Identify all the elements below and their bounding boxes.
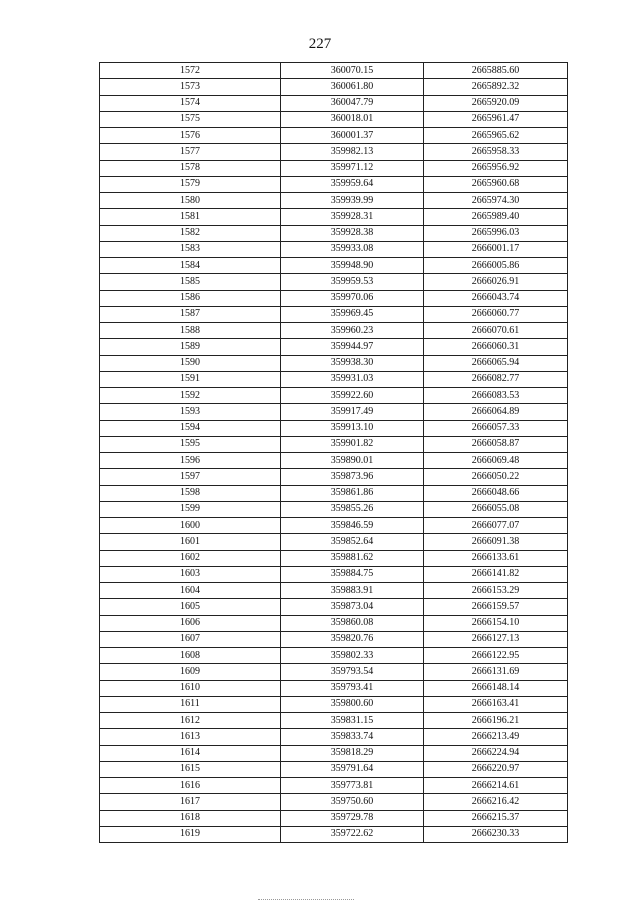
point-number-cell: 1596 bbox=[100, 453, 281, 469]
point-number-cell: 1588 bbox=[100, 323, 281, 339]
point-number-cell: 1613 bbox=[100, 729, 281, 745]
x-coordinate-cell: 359982.13 bbox=[281, 144, 424, 160]
point-number-cell: 1590 bbox=[100, 355, 281, 371]
x-coordinate-cell: 359959.64 bbox=[281, 176, 424, 192]
point-number-cell: 1578 bbox=[100, 160, 281, 176]
point-number-cell: 1610 bbox=[100, 680, 281, 696]
y-coordinate-cell: 2666216.42 bbox=[424, 794, 568, 810]
y-coordinate-cell: 2666060.77 bbox=[424, 306, 568, 322]
table-row bbox=[100, 436, 568, 452]
y-coordinate-cell: 2666224.94 bbox=[424, 745, 568, 761]
x-coordinate-cell: 359860.08 bbox=[281, 615, 424, 631]
table-row bbox=[100, 225, 568, 241]
y-coordinate-cell: 2666043.74 bbox=[424, 290, 568, 306]
x-coordinate-cell: 359917.49 bbox=[281, 404, 424, 420]
x-coordinate-cell: 359855.26 bbox=[281, 501, 424, 517]
table-row bbox=[100, 729, 568, 745]
x-coordinate-cell: 359802.33 bbox=[281, 648, 424, 664]
point-number-cell: 1575 bbox=[100, 111, 281, 127]
y-coordinate-cell: 2665989.40 bbox=[424, 209, 568, 225]
point-number-cell: 1581 bbox=[100, 209, 281, 225]
table-row bbox=[100, 404, 568, 420]
table-row bbox=[100, 355, 568, 371]
x-coordinate-cell: 359722.62 bbox=[281, 826, 424, 842]
table-row bbox=[100, 713, 568, 729]
y-coordinate-cell: 2666083.53 bbox=[424, 388, 568, 404]
point-number-cell: 1589 bbox=[100, 339, 281, 355]
x-coordinate-cell: 359960.23 bbox=[281, 323, 424, 339]
y-coordinate-cell: 2666133.61 bbox=[424, 550, 568, 566]
x-coordinate-cell: 359800.60 bbox=[281, 696, 424, 712]
y-coordinate-cell: 2666001.17 bbox=[424, 241, 568, 257]
table-row bbox=[100, 794, 568, 810]
y-coordinate-cell: 2666082.77 bbox=[424, 371, 568, 387]
point-number-cell: 1595 bbox=[100, 436, 281, 452]
x-coordinate-cell: 359970.06 bbox=[281, 290, 424, 306]
point-number-cell: 1577 bbox=[100, 144, 281, 160]
point-number-cell: 1572 bbox=[100, 63, 281, 79]
y-coordinate-cell: 2666064.89 bbox=[424, 404, 568, 420]
y-coordinate-cell: 2666122.95 bbox=[424, 648, 568, 664]
x-coordinate-cell: 359922.60 bbox=[281, 388, 424, 404]
x-coordinate-cell: 360047.79 bbox=[281, 95, 424, 111]
table-row bbox=[100, 664, 568, 680]
point-number-cell: 1594 bbox=[100, 420, 281, 436]
point-number-cell: 1598 bbox=[100, 485, 281, 501]
y-coordinate-cell: 2666026.91 bbox=[424, 274, 568, 290]
y-coordinate-cell: 2665892.32 bbox=[424, 79, 568, 95]
x-coordinate-cell: 359852.64 bbox=[281, 534, 424, 550]
table-row bbox=[100, 306, 568, 322]
x-coordinate-cell: 359938.30 bbox=[281, 355, 424, 371]
y-coordinate-cell: 2666148.14 bbox=[424, 680, 568, 696]
point-number-cell: 1582 bbox=[100, 225, 281, 241]
table-row bbox=[100, 290, 568, 306]
y-coordinate-cell: 2665920.09 bbox=[424, 95, 568, 111]
point-number-cell: 1609 bbox=[100, 664, 281, 680]
table-row bbox=[100, 745, 568, 761]
x-coordinate-cell: 359846.59 bbox=[281, 518, 424, 534]
point-number-cell: 1604 bbox=[100, 583, 281, 599]
x-coordinate-cell: 360070.15 bbox=[281, 63, 424, 79]
point-number-cell: 1611 bbox=[100, 696, 281, 712]
y-coordinate-cell: 2666141.82 bbox=[424, 566, 568, 582]
x-coordinate-cell: 360018.01 bbox=[281, 111, 424, 127]
table-row bbox=[100, 631, 568, 647]
point-number-cell: 1616 bbox=[100, 778, 281, 794]
x-coordinate-cell: 359773.81 bbox=[281, 778, 424, 794]
y-coordinate-cell: 2666214.61 bbox=[424, 778, 568, 794]
table-row bbox=[100, 680, 568, 696]
y-coordinate-cell: 2666213.49 bbox=[424, 729, 568, 745]
point-number-cell: 1605 bbox=[100, 599, 281, 615]
point-number-cell: 1580 bbox=[100, 193, 281, 209]
point-number-cell: 1599 bbox=[100, 501, 281, 517]
table-row bbox=[100, 501, 568, 517]
point-number-cell: 1573 bbox=[100, 79, 281, 95]
x-coordinate-cell: 359833.74 bbox=[281, 729, 424, 745]
coordinates-table-body bbox=[100, 63, 568, 843]
y-coordinate-cell: 2666069.48 bbox=[424, 453, 568, 469]
x-coordinate-cell: 359944.97 bbox=[281, 339, 424, 355]
y-coordinate-cell: 2666065.94 bbox=[424, 355, 568, 371]
x-coordinate-cell: 359873.04 bbox=[281, 599, 424, 615]
x-coordinate-cell: 359939.99 bbox=[281, 193, 424, 209]
table-row bbox=[100, 778, 568, 794]
x-coordinate-cell: 359928.38 bbox=[281, 225, 424, 241]
table-row bbox=[100, 518, 568, 534]
x-coordinate-cell: 359901.82 bbox=[281, 436, 424, 452]
x-coordinate-cell: 360001.37 bbox=[281, 128, 424, 144]
footer-divider bbox=[258, 899, 354, 900]
y-coordinate-cell: 2666058.87 bbox=[424, 436, 568, 452]
table-row bbox=[100, 258, 568, 274]
point-number-cell: 1606 bbox=[100, 615, 281, 631]
table-row bbox=[100, 241, 568, 257]
y-coordinate-cell: 2666070.61 bbox=[424, 323, 568, 339]
table-row bbox=[100, 339, 568, 355]
table-row bbox=[100, 550, 568, 566]
x-coordinate-cell: 359890.01 bbox=[281, 453, 424, 469]
table-row bbox=[100, 469, 568, 485]
y-coordinate-cell: 2665996.03 bbox=[424, 225, 568, 241]
x-coordinate-cell: 359928.31 bbox=[281, 209, 424, 225]
x-coordinate-cell: 359884.75 bbox=[281, 566, 424, 582]
point-number-cell: 1586 bbox=[100, 290, 281, 306]
table-row bbox=[100, 485, 568, 501]
table-row bbox=[100, 826, 568, 842]
x-coordinate-cell: 359793.41 bbox=[281, 680, 424, 696]
point-number-cell: 1618 bbox=[100, 810, 281, 826]
point-number-cell: 1615 bbox=[100, 761, 281, 777]
point-number-cell: 1591 bbox=[100, 371, 281, 387]
y-coordinate-cell: 2666060.31 bbox=[424, 339, 568, 355]
point-number-cell: 1597 bbox=[100, 469, 281, 485]
table-row bbox=[100, 274, 568, 290]
y-coordinate-cell: 2666196.21 bbox=[424, 713, 568, 729]
point-number-cell: 1583 bbox=[100, 241, 281, 257]
point-number-cell: 1612 bbox=[100, 713, 281, 729]
table-row bbox=[100, 583, 568, 599]
x-coordinate-cell: 359818.29 bbox=[281, 745, 424, 761]
point-number-cell: 1607 bbox=[100, 631, 281, 647]
point-number-cell: 1584 bbox=[100, 258, 281, 274]
y-coordinate-cell: 2665958.33 bbox=[424, 144, 568, 160]
y-coordinate-cell: 2666163.41 bbox=[424, 696, 568, 712]
x-coordinate-cell: 359948.90 bbox=[281, 258, 424, 274]
y-coordinate-cell: 2666230.33 bbox=[424, 826, 568, 842]
y-coordinate-cell: 2665965.62 bbox=[424, 128, 568, 144]
table-row bbox=[100, 615, 568, 631]
y-coordinate-cell: 2666005.86 bbox=[424, 258, 568, 274]
table-row bbox=[100, 761, 568, 777]
y-coordinate-cell: 2665961.47 bbox=[424, 111, 568, 127]
table-row bbox=[100, 420, 568, 436]
table-row bbox=[100, 388, 568, 404]
point-number-cell: 1608 bbox=[100, 648, 281, 664]
y-coordinate-cell: 2665974.30 bbox=[424, 193, 568, 209]
coordinates-table bbox=[99, 62, 568, 843]
y-coordinate-cell: 2666153.29 bbox=[424, 583, 568, 599]
y-coordinate-cell: 2666131.69 bbox=[424, 664, 568, 680]
y-coordinate-cell: 2666154.10 bbox=[424, 615, 568, 631]
y-coordinate-cell: 2666091.38 bbox=[424, 534, 568, 550]
x-coordinate-cell: 359883.91 bbox=[281, 583, 424, 599]
x-coordinate-cell: 359750.60 bbox=[281, 794, 424, 810]
x-coordinate-cell: 359793.54 bbox=[281, 664, 424, 680]
point-number-cell: 1576 bbox=[100, 128, 281, 144]
table-row bbox=[100, 371, 568, 387]
table-row bbox=[100, 453, 568, 469]
y-coordinate-cell: 2666127.13 bbox=[424, 631, 568, 647]
x-coordinate-cell: 359913.10 bbox=[281, 420, 424, 436]
x-coordinate-cell: 359933.08 bbox=[281, 241, 424, 257]
table-row bbox=[100, 95, 568, 111]
point-number-cell: 1574 bbox=[100, 95, 281, 111]
x-coordinate-cell: 359873.96 bbox=[281, 469, 424, 485]
table-row bbox=[100, 534, 568, 550]
x-coordinate-cell: 359861.86 bbox=[281, 485, 424, 501]
point-number-cell: 1587 bbox=[100, 306, 281, 322]
y-coordinate-cell: 2666220.97 bbox=[424, 761, 568, 777]
table-row bbox=[100, 160, 568, 176]
x-coordinate-cell: 359831.15 bbox=[281, 713, 424, 729]
table-row bbox=[100, 209, 568, 225]
table-row bbox=[100, 810, 568, 826]
table-row bbox=[100, 63, 568, 79]
y-coordinate-cell: 2666215.37 bbox=[424, 810, 568, 826]
table-row bbox=[100, 144, 568, 160]
y-coordinate-cell: 2666048.66 bbox=[424, 485, 568, 501]
y-coordinate-cell: 2666050.22 bbox=[424, 469, 568, 485]
point-number-cell: 1602 bbox=[100, 550, 281, 566]
table-row bbox=[100, 193, 568, 209]
table-row bbox=[100, 79, 568, 95]
table-row bbox=[100, 323, 568, 339]
x-coordinate-cell: 359881.62 bbox=[281, 550, 424, 566]
y-coordinate-cell: 2665885.60 bbox=[424, 63, 568, 79]
y-coordinate-cell: 2666159.57 bbox=[424, 599, 568, 615]
x-coordinate-cell: 360061.80 bbox=[281, 79, 424, 95]
x-coordinate-cell: 359791.64 bbox=[281, 761, 424, 777]
x-coordinate-cell: 359729.78 bbox=[281, 810, 424, 826]
x-coordinate-cell: 359959.53 bbox=[281, 274, 424, 290]
point-number-cell: 1614 bbox=[100, 745, 281, 761]
point-number-cell: 1617 bbox=[100, 794, 281, 810]
table-row bbox=[100, 566, 568, 582]
x-coordinate-cell: 359971.12 bbox=[281, 160, 424, 176]
point-number-cell: 1585 bbox=[100, 274, 281, 290]
point-number-cell: 1579 bbox=[100, 176, 281, 192]
table-row bbox=[100, 599, 568, 615]
table-row bbox=[100, 648, 568, 664]
x-coordinate-cell: 359969.45 bbox=[281, 306, 424, 322]
y-coordinate-cell: 2666057.33 bbox=[424, 420, 568, 436]
page-number: 227 bbox=[308, 36, 332, 52]
table-row bbox=[100, 128, 568, 144]
y-coordinate-cell: 2665956.92 bbox=[424, 160, 568, 176]
table-row bbox=[100, 111, 568, 127]
point-number-cell: 1593 bbox=[100, 404, 281, 420]
y-coordinate-cell: 2665960.68 bbox=[424, 176, 568, 192]
y-coordinate-cell: 2666077.07 bbox=[424, 518, 568, 534]
point-number-cell: 1600 bbox=[100, 518, 281, 534]
point-number-cell: 1601 bbox=[100, 534, 281, 550]
table-row bbox=[100, 176, 568, 192]
point-number-cell: 1603 bbox=[100, 566, 281, 582]
table-row bbox=[100, 696, 568, 712]
point-number-cell: 1592 bbox=[100, 388, 281, 404]
y-coordinate-cell: 2666055.08 bbox=[424, 501, 568, 517]
x-coordinate-cell: 359931.03 bbox=[281, 371, 424, 387]
point-number-cell: 1619 bbox=[100, 826, 281, 842]
x-coordinate-cell: 359820.76 bbox=[281, 631, 424, 647]
